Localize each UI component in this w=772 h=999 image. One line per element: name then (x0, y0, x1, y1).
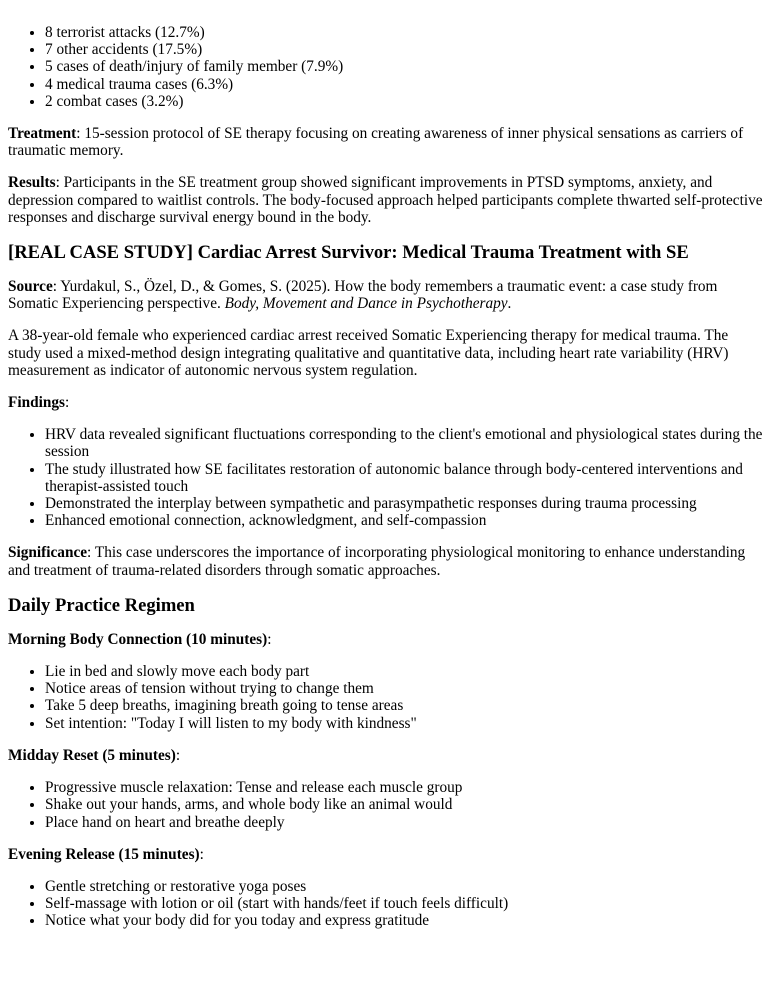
list-item: • Lie in bed and slowly move each body part (45, 663, 764, 680)
midday-heading (8, 747, 764, 764)
case-intro-paragraph: A 38-year-old female who experienced cardiac arrest received Somatic Experiencing therapy for medical trauma. The study used a mixed-method design integrating qualitative and quantitative data, including heart rate variability (HRV) measurement as indicator of autonomic nervous system regulation. (8, 327, 729, 379)
significance-label: Significance (8, 544, 88, 562)
findings-list (8, 426, 764, 529)
list-item: • 5 cases of death/injury of family member (7.9%) (45, 58, 764, 75)
source-label: Source (8, 278, 53, 296)
source-text: : Yurdakul, S., Özel, D., & Gomes, S. (2025). How the body remembers a traumatic event: a case study from Somatic Experiencing perspective. (8, 278, 718, 313)
midday-list (8, 779, 764, 831)
list-item: • 8 terrorist attacks (12.7%) (45, 24, 764, 41)
list-item: • Self-massage with lotion or oil (start with hands/feet if touch feels difficult) (45, 895, 764, 912)
morning-list (8, 663, 764, 732)
practice-heading: Daily Practice Regimen (8, 594, 195, 616)
results-label: Results (8, 174, 56, 192)
morning-colon: : (267, 630, 272, 648)
treatment-label: Treatment (8, 125, 77, 143)
list-item: • HRV data revealed significant fluctuations corresponding to the client's emotional and physiological states during the session (45, 426, 764, 460)
list-item: • Demonstrated the interplay between sympathetic and parasympathetic responses during trauma processing (45, 495, 764, 512)
findings-colon: : (64, 394, 70, 412)
list-item: • Notice what your body did for you today and express gratitude (45, 912, 764, 929)
journal-title: Body, Movement and Dance in Psychotherapy (224, 295, 508, 313)
case-study-heading: [REAL CASE STUDY] Cardiac Arrest Survivor: Medical Trauma Treatment with SE (8, 242, 689, 264)
findings-label: Findings (8, 394, 65, 412)
list-item: • 4 medical trauma cases (6.3%) (45, 76, 764, 93)
results-text: : Participants in the SE treatment group showed significant improvements in PTSD symptoms, anxiety, and depression compared to waitlist controls. The body-focused approach helped participants complete thwarted self-protective responses and discharge survival energy bound in the body. (8, 174, 763, 226)
treatment-paragraph (8, 125, 764, 159)
morning-label: Morning Body Connection (10 minutes) (8, 630, 268, 648)
evening-label: Evening Release (15 minutes) (8, 845, 200, 863)
significance-paragraph (8, 544, 764, 578)
list-item: • 2 combat cases (3.2%) (45, 93, 764, 110)
list-item: • Set intention: "Today I will listen to my body with kindness" (45, 715, 764, 732)
midday-label: Midday Reset (5 minutes) (8, 746, 176, 764)
results-paragraph (8, 174, 764, 226)
significance-text: : This case underscores the importance of incorporating physiological monitoring to enhance understanding and treatment of trauma-related disorders through somatic approaches. (8, 544, 746, 579)
list-item: • Shake out your hands, arms, and whole body like an animal would (45, 796, 764, 813)
list-item: • 7 other accidents (17.5%) (45, 41, 764, 58)
source-paragraph (8, 278, 764, 312)
midday-colon: : (175, 746, 181, 764)
morning-heading (8, 631, 764, 648)
trauma-type-list (8, 0, 764, 110)
evening-list (8, 878, 764, 930)
list-item: • Gentle stretching or restorative yoga poses (45, 878, 764, 895)
treatment-text: : 15-session protocol of SE therapy focusing on creating awareness of inner physical sensations as carriers of traumatic memory. (8, 125, 744, 160)
list-item: • Place hand on heart and breathe deeply (45, 814, 764, 831)
evening-colon: : (199, 845, 204, 863)
list-item: • Progressive muscle relaxation: Tense and release each muscle group (45, 779, 764, 796)
list-item: • The study illustrated how SE facilitates restoration of autonomic balance through body-centered interventions and therapist-assisted touch (45, 461, 764, 495)
list-item: • Take 5 deep breaths, imagining breath going to tense areas (45, 697, 764, 714)
source-end: . (507, 295, 512, 313)
findings-heading (8, 394, 764, 411)
evening-heading (8, 846, 764, 863)
list-item: • Notice areas of tension without trying to change them (45, 680, 764, 697)
list-item: • Enhanced emotional connection, acknowledgment, and self-compassion (45, 512, 764, 529)
